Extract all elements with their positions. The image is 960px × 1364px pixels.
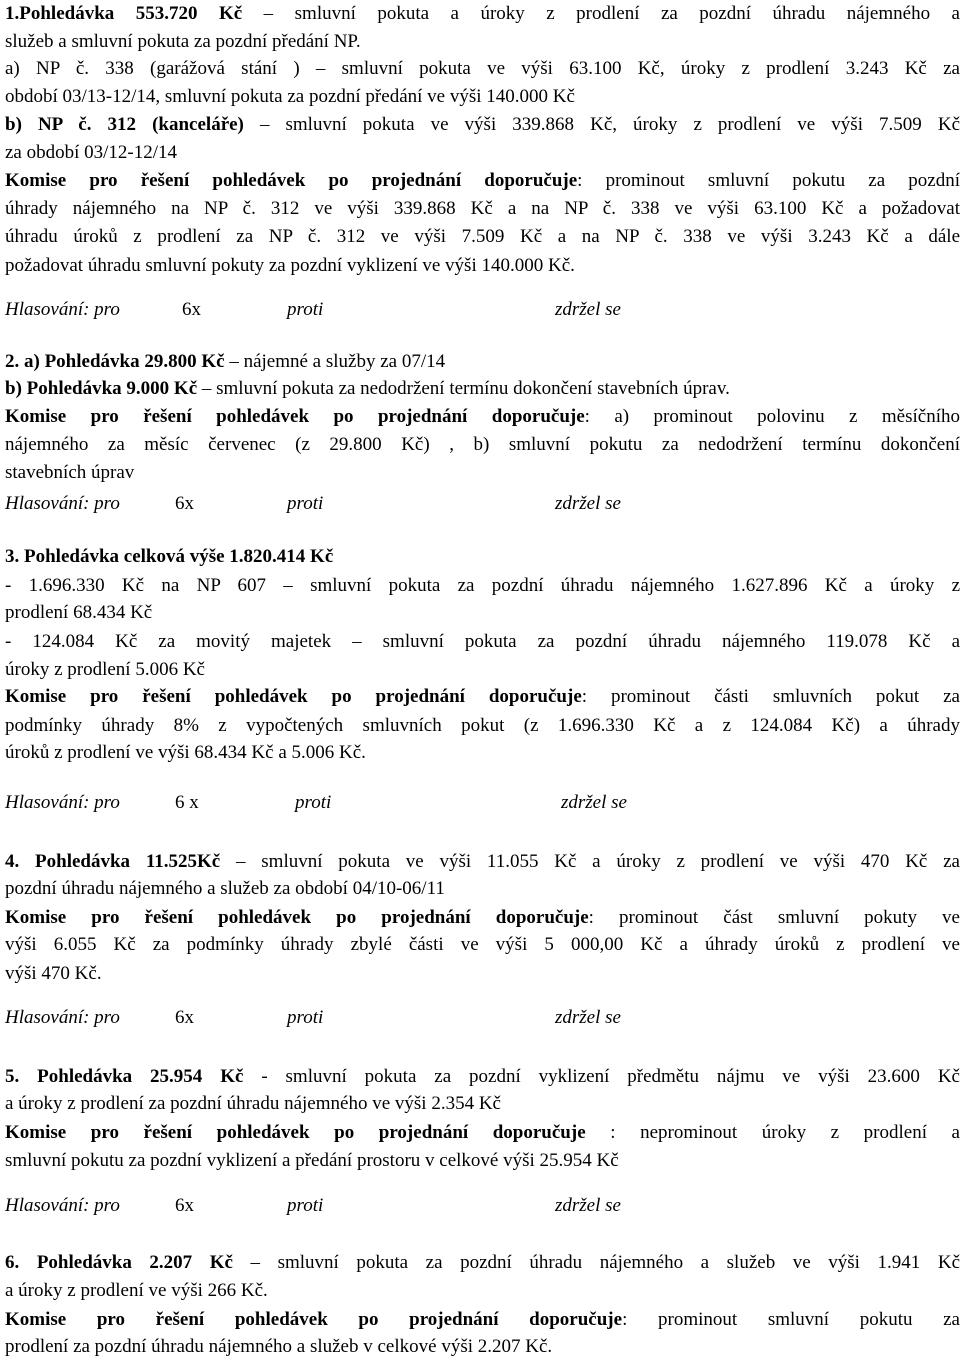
section6-recommendation-text: : prominout smluvní pokutu za (622, 1309, 960, 1330)
section3-recommendation-line3: úroků z prodlení ve výši 68.434 Kč a 5.006 Kč. (5, 742, 366, 763)
vote-label-zdrzel: zdržel se (555, 493, 621, 514)
section4-recommendation-bold: Komise pro řešení pohledávek po projednání doporučuje (5, 907, 589, 928)
vote-label-zdrzel: zdržel se (555, 1007, 621, 1028)
section2-item-b (5, 375, 960, 402)
vote-label-zdrzel: zdržel se (555, 299, 621, 320)
section2-recommendation-line2: nájemného za měsíc červenec (z 29.800 Kč) , b) smluvní pokutu za nedodržení termínu dokončení (5, 434, 960, 455)
section3-vote-row (5, 789, 960, 816)
section1-recommendation-bold: Komise pro řešení pohledávek po projednání doporučuje (5, 170, 578, 191)
section2-item-a-text: – nájemné a služby za 07/14 (224, 351, 446, 372)
vote-count: 6x (175, 1007, 194, 1028)
vote-count: 6 x (175, 792, 199, 813)
section1-item-a-line1: a) NP č. 338 (garážová stání ) – smluvní pokuta ve výši 63.100 Kč, úroky z prodlení 3.243 Kč za (5, 58, 960, 79)
section2-item-b-bold: b) Pohledávka 9.000 Kč (5, 378, 198, 399)
section1-heading (5, 0, 960, 27)
section2-item-a-bold: 2. a) Pohledávka 29.800 Kč (5, 351, 225, 372)
section1-item-b-bold: b) NP č. 312 (kanceláře) (5, 114, 244, 135)
vote-count: 6x (175, 1195, 194, 1216)
section3-heading-bold: 3. Pohledávka celková výše 1.820.414 Kč (5, 546, 334, 567)
section5-recommendation-text: : neprominout úroky z prodlení a (585, 1122, 960, 1143)
section2-recommendation-bold: Komise pro řešení pohledávek po projednání doporučuje (5, 406, 585, 427)
vote-label-proti: proti (287, 493, 324, 514)
section1-item-b-line1 (5, 111, 960, 138)
section4-vote-row (5, 1004, 960, 1031)
section6-recommendation-bold: Komise pro řešení pohledávek po projednání doporučuje (5, 1309, 623, 1330)
section5-recommendation-line2: smluvní pokutu za pozdní vyklizení a předání prostoru v celkové výši 25.954 Kč (5, 1150, 619, 1171)
section1-vote-row (5, 296, 960, 323)
section1-item-a-line2: období 03/13-12/14, smluvní pokuta za pozdní předání ve výši 140.000 Kč (5, 86, 575, 107)
section1-recommendation-line3: úhradu úroků z prodlení za NP č. 312 ve výši 7.509 Kč a na NP č. 338 ve výši 3.243 Kč a dále (5, 226, 960, 247)
section2-recommendation-line3: stavebních úprav (5, 462, 135, 483)
section1-heading-text: – smluvní pokuta a úroky z prodlení za pozdní úhradu nájemného a (242, 3, 960, 24)
section6-heading (5, 1249, 960, 1276)
section1-recommendation-line2: úhrady nájemného na NP č. 312 ve výši 339.868 Kč a na NP č. 338 ve výši 63.100 Kč a požadovat (5, 198, 960, 219)
vote-label-pro: Hlasování: pro (5, 1195, 120, 1216)
section3-heading (5, 543, 960, 570)
section6-recommendation-line1 (5, 1306, 960, 1333)
section2-item-a (5, 348, 960, 375)
vote-label-proti: proti (287, 1195, 324, 1216)
vote-count: 6x (175, 493, 194, 514)
vote-label-pro: Hlasování: pro (5, 493, 120, 514)
section4-recommendation-line3: výši 470 Kč. (5, 963, 102, 984)
section3-item2-line1: - 124.084 Kč za movitý majetek – smluvní pokuta za pozdní úhradu nájemného 119.078 Kč a (5, 631, 960, 652)
section3-recommendation-line1 (5, 683, 960, 710)
vote-label-zdrzel: zdržel se (555, 1195, 621, 1216)
vote-label-proti: proti (287, 1007, 324, 1028)
section5-heading (5, 1063, 960, 1090)
section2-item-b-text: – smluvní pokuta za nedodržení termínu dokončení stavebních úprav. (197, 378, 730, 399)
section6-heading-bold: 6. Pohledávka 2.207 Kč (5, 1252, 233, 1273)
section4-recommendation-line1 (5, 904, 960, 931)
section1-item-b-line2: za období 03/12-12/14 (5, 142, 178, 163)
section5-recommendation-line1 (5, 1119, 960, 1146)
section2-recommendation-text: : a) prominout polovinu z měsíčního (584, 406, 960, 427)
vote-count: 6x (182, 299, 201, 320)
section4-heading-line2: pozdní úhradu nájemného a služeb za období 04/10-06/11 (5, 878, 445, 899)
section1-recommendation-text: : prominout smluvní pokutu za pozdní (577, 170, 960, 191)
section4-recommendation-line2: výši 6.055 Kč za podmínky úhrady zbylé části ve výši 5 000,00 Kč a úhrady úroků z prodlení ve (5, 934, 960, 955)
section5-heading-bold: 5. Pohledávka 25.954 Kč (5, 1066, 244, 1087)
section6-heading-text: – smluvní pokuta za pozdní úhradu nájemného a služeb ve výši 1.941 Kč (232, 1252, 960, 1273)
section1-heading-bold: 1.Pohledávka 553.720 Kč (5, 3, 243, 24)
vote-label-pro: Hlasování: pro (5, 792, 120, 813)
section3-item1-line1: - 1.696.330 Kč na NP 607 – smluvní pokuta za pozdní úhradu nájemného 1.627.896 Kč a úroky z (5, 575, 960, 596)
section3-recommendation-text: : prominout části smluvních pokut za (581, 686, 960, 707)
section3-item1-line2: prodlení 68.434 Kč (5, 602, 153, 623)
section3-recommendation-line2: podmínky úhrady 8% z vypočtených smluvních pokut (z 1.696.330 Kč a z 124.084 Kč) a úhrady (5, 715, 960, 736)
section4-recommendation-text: : prominout část smluvní pokuty ve (588, 907, 960, 928)
vote-label-zdrzel: zdržel se (561, 792, 627, 813)
section5-heading-line2: a úroky z prodlení za pozdní úhradu nájemného ve výši 2.354 Kč (5, 1093, 501, 1114)
section5-recommendation-bold: Komise pro řešení pohledávek po projednání doporučuje (5, 1122, 586, 1143)
section5-vote-row (5, 1192, 960, 1219)
section1-item-b-text: – smluvní pokuta ve výši 339.868 Kč, úroky z prodlení ve výši 7.509 Kč (243, 114, 960, 135)
section6-heading-line2: a úroky z prodlení ve výši 266 Kč. (5, 1280, 268, 1301)
section6-recommendation-line2: prodlení za pozdní úhradu nájemného a služeb v celkové výši 2.207 Kč. (5, 1336, 553, 1357)
section4-heading-bold: 4. Pohledávka 11.525Kč (5, 851, 221, 872)
section5-heading-text: - smluvní pokuta za pozdní vyklizení předmětu nájmu ve výši 23.600 Kč (243, 1066, 960, 1087)
vote-label-proti: proti (295, 792, 332, 813)
section3-recommendation-bold: Komise pro řešení pohledávek po projednání doporučuje (5, 686, 582, 707)
section2-recommendation-line1 (5, 403, 960, 430)
section2-vote-row (5, 490, 960, 517)
section4-heading-text: – smluvní pokuta ve výši 11.055 Kč a úroky z prodlení ve výši 470 Kč za (220, 851, 960, 872)
vote-label-pro: Hlasování: pro (5, 1007, 120, 1028)
section4-heading (5, 848, 960, 875)
vote-label-pro: Hlasování: pro (5, 299, 120, 320)
vote-label-proti: proti (287, 299, 324, 320)
section1-heading-line2: služeb a smluvní pokuta za pozdní předání NP. (5, 31, 361, 52)
section1-recommendation-line4: požadovat úhradu smluvní pokuty za pozdní vyklizení ve výši 140.000 Kč. (5, 255, 575, 276)
section3-item2-line2: úroky z prodlení 5.006 Kč (5, 659, 205, 680)
section1-recommendation-line1 (5, 167, 960, 194)
